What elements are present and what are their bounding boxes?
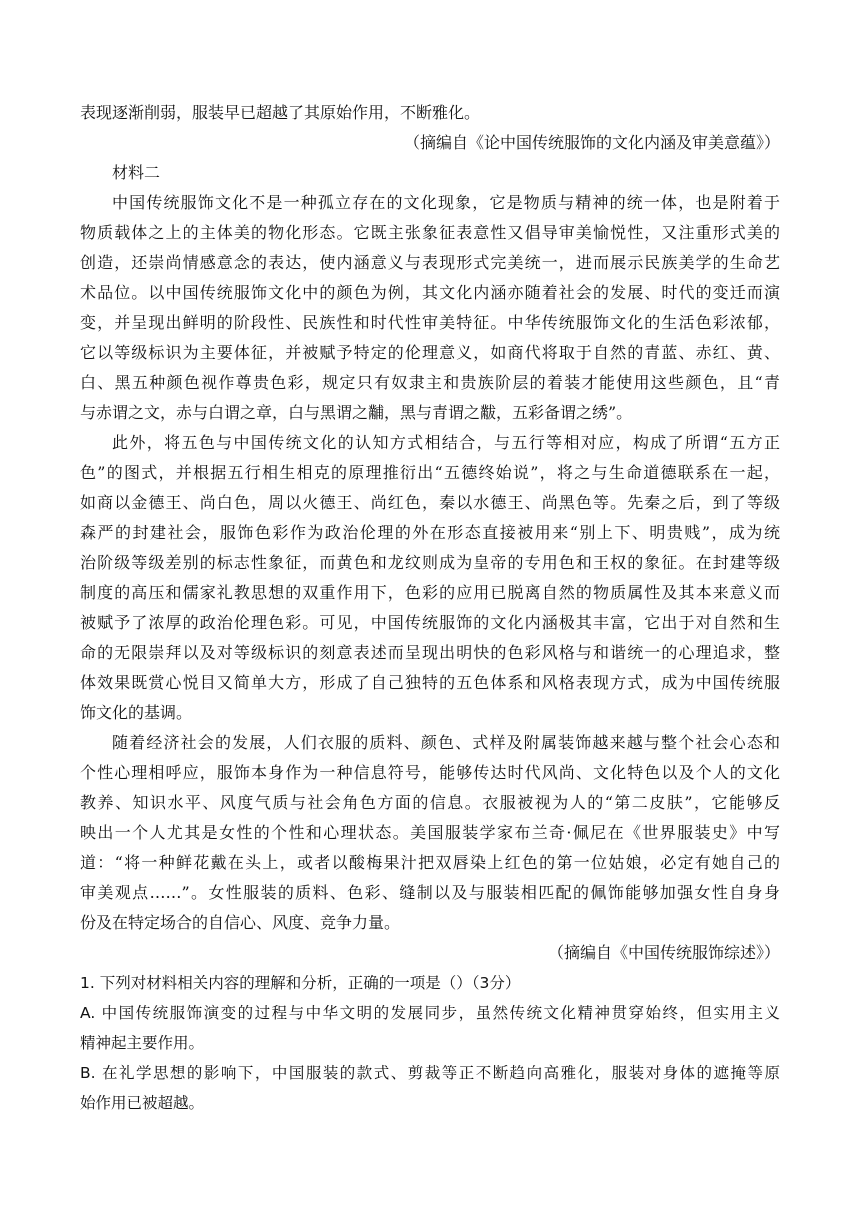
source-citation-2: （摘编自《中国传统服饰综述》） xyxy=(547,943,780,962)
para-3-line: 随着经济社会的发展，人们衣服的质料、颜色、式样及附属装饰越来越与整个社会心态和 xyxy=(112,733,780,752)
para-2-line: 体效果既赏心悦目又简单大方，形成了自己独特的五色体系和风格表现方式，成为中国传统服 xyxy=(80,673,780,692)
question-1-option-b-line: 始作用已被超越。 xyxy=(80,1094,205,1112)
source-citation-1: （摘编自《论中国传统服饰的文化内涵及审美意蕴》） xyxy=(403,133,780,152)
para-3-line: 份及在特定场合的自信心、风度、竞争力量。 xyxy=(80,913,401,932)
para-1-line: 物质载体之上的主体美的物化形态。它既主张象征表意性又倡导审美愉悦性，又注重形式美的 xyxy=(80,223,780,242)
document-page xyxy=(80,98,780,1118)
para-2-line: 如商以金德王、尚白色，周以火德王、尚红色，秦以水德王、尚黑色等。先秦之后，到了等级 xyxy=(80,493,780,512)
question-1-option-b-line: B. 在礼学思想的影响下，中国服装的款式、剪裁等正不断趋向高雅化，服装对身体的遮掩等原 xyxy=(80,1064,780,1082)
para-3-line: 个性心理相呼应，服饰本身作为一种信息符号，能够传达时代风尚、文化特色以及个人的文化 xyxy=(80,763,780,782)
intro-line: 表现逐渐削弱，服装早已超越了其原始作用，不断雅化。 xyxy=(80,103,481,122)
para-1-line: 白、黑五种颜色视作尊贵色彩，规定只有奴隶主和贵族阶层的着装才能使用这些颜色，且“青 xyxy=(80,373,780,392)
para-2-line: 饰文化的基调。 xyxy=(80,703,193,722)
para-1-line: 与赤谓之文，赤与白谓之章，白与黑谓之黼，黑与青谓之黻，五彩备谓之绣”。 xyxy=(80,403,633,422)
para-2-line: 此外，将五色与中国传统文化的认知方式相结合，与五行等相对应，构成了所谓“五方正 xyxy=(112,433,780,452)
para-2-line: 被赋予了浓厚的政治伦理色彩。可见，中国传统服饰的文化内涵极其丰富，它出于对自然和生 xyxy=(80,613,780,632)
para-2-line: 制度的高压和儒家礼教思想的双重作用下，色彩的应用已脱离自然的物质属性及其本来意义而 xyxy=(80,583,780,602)
para-3-line: 审美观点……”。女性服装的质料、色彩、缝制以及与服装相匹配的佩饰能够加强女性自身身 xyxy=(80,883,780,902)
para-1-line: 变，并呈现出鲜明的阶段性、民族性和时代性审美特征。中华传统服饰文化的生活色彩浓郁， xyxy=(80,313,780,332)
para-3-line: 道：“将一种鲜花戴在头上，或者以酸梅果汁把双唇染上红色的第一位姑娘，必定有她自己的 xyxy=(80,853,780,872)
para-3-line: 教养、知识水平、风度气质与社会角色方面的信息。衣服被视为人的“第二皮肤”，它能够反 xyxy=(80,793,780,812)
para-1-line: 中国传统服饰文化不是一种孤立存在的文化现象，它是物质与精神的统一体，也是附着于 xyxy=(112,193,780,212)
para-1-line: 术品位。以中国传统服饰文化中的颜色为例，其文化内涵亦随着社会的发展、时代的变迁而演 xyxy=(80,283,780,302)
question-1-stem: 1. 下列对材料相关内容的理解和分析，正确的一项是（）（3分） xyxy=(80,974,521,992)
para-1-line: 它以等级标识为主要体征，并被赋予特定的伦理意义，如商代将取于自然的青蓝、赤红、黄、 xyxy=(80,343,780,362)
para-2-line: 色”的图式，并根据五行相生相克的原理推衍出“五德终始说”，将之与生命道德联系在一起， xyxy=(80,463,780,482)
para-1-line: 创造，还崇尚情感意念的表达，使内涵意义与表现形式完美统一，进而展示民族美学的生命艺 xyxy=(80,253,780,272)
para-2-line: 森严的封建社会，服饰色彩作为政治伦理的外在形态直接被用来“别上下、明贵贱”，成为统 xyxy=(80,523,780,542)
para-2-line: 命的无限崇拜以及对等级标识的刻意表述而呈现出明快的色彩风格与和谐统一的心理追求，整 xyxy=(80,643,780,662)
para-3-line: 映出一个人尤其是女性的个性和心理状态。美国服装学家布兰奇·佩尼在《世界服装史》中写 xyxy=(80,823,780,842)
para-2-line: 治阶级等级差别的标志性象征，而黄色和龙纹则成为皇帝的专用色和王权的象征。在封建等级 xyxy=(80,553,780,572)
question-1-option-a-line: A. 中国传统服饰演变的过程与中华文明的发展同步，虽然传统文化精神贯穿始终，但实用主义 xyxy=(80,1004,780,1022)
question-1-option-a-line: 精神起主要作用。 xyxy=(80,1034,205,1052)
material-2-heading: 材料二 xyxy=(112,163,161,182)
